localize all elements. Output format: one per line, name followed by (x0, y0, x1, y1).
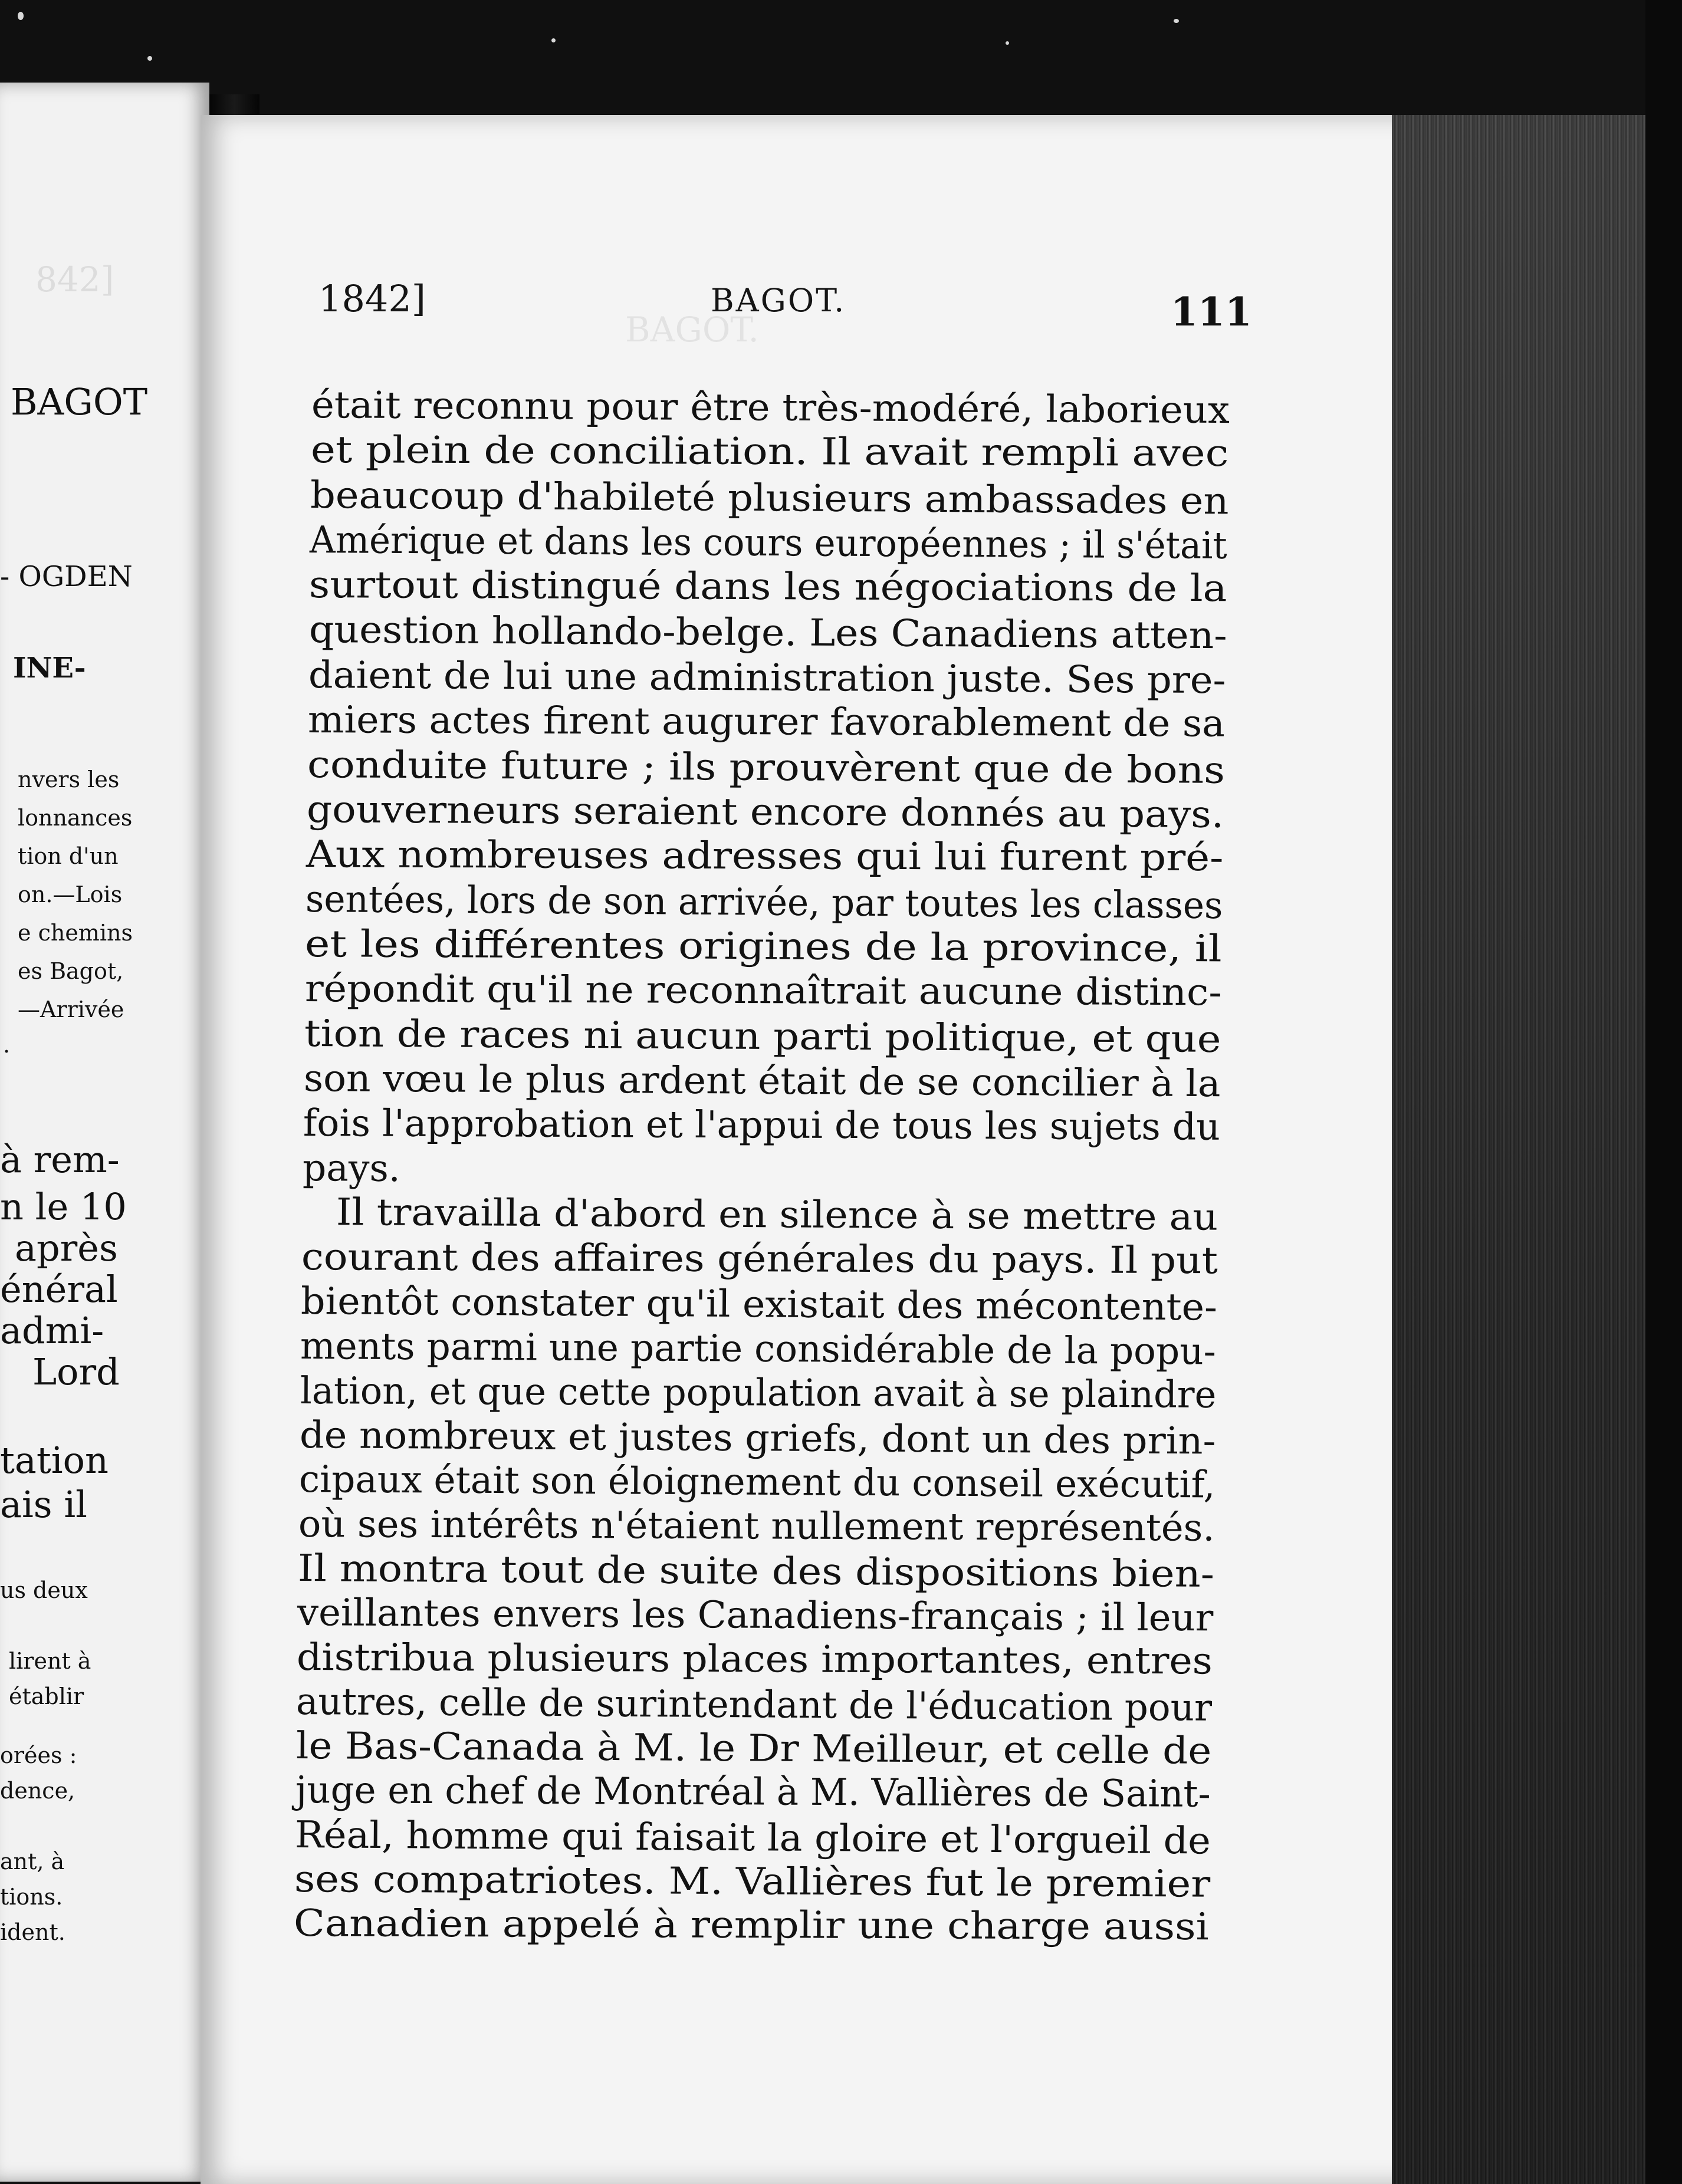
scan-speck (1174, 19, 1179, 23)
left-page-line: us deux (0, 1577, 88, 1603)
left-page-line: ident. (0, 1919, 65, 1945)
left-page-line: - OGDEN (0, 560, 133, 593)
text-line: distribua plusieurs places importantes, entres (297, 1635, 1213, 1683)
left-page-line: tion d'un (18, 843, 119, 869)
text-line: conduite future ; ils prouvèrent que de bons (307, 742, 1226, 792)
text-line: beaucoup d'habileté plusieurs ambassades en (310, 473, 1230, 522)
text-line: cipaux était son éloignement du conseil exécutif, (298, 1458, 1215, 1507)
text-line: pays. (302, 1146, 401, 1190)
left-page-line: ais il (0, 1483, 87, 1526)
left-page-line: admi- (0, 1309, 104, 1352)
text-line: Il travailla d'abord en silence à se mettre au (336, 1190, 1218, 1239)
scan-speck (18, 12, 24, 20)
scan-margin (1645, 0, 1682, 2184)
text-line: bientôt constater qu'il existait des mécontente- (301, 1280, 1218, 1330)
text-line: sentées, lors de son arrivée, par toutes les classes (305, 877, 1223, 927)
running-header-year: 1842] (318, 277, 426, 320)
left-page-line: es Bagot, (18, 958, 124, 984)
text-line: son vœu le plus ardent était de se concilier à la (303, 1056, 1221, 1106)
text-line: Amérique et dans les cours européennes ; il s'était (310, 518, 1228, 567)
text-line: Il montra tout de suite des dispositions bien- (297, 1547, 1215, 1596)
left-page-line: BAGOT (11, 380, 148, 423)
text-line: était reconnu pour être très-modéré, laborieux (311, 383, 1230, 432)
page-number: 111 (1171, 289, 1252, 335)
page-edges (1392, 115, 1645, 2184)
left-page-line: nvers les (18, 767, 120, 792)
left-page-line: INE- (13, 652, 86, 685)
text-line: daient de lui une administration juste. Ses pre- (308, 653, 1226, 702)
left-page-line: après (15, 1226, 118, 1269)
text-line: répondit qu'il ne reconnaîtrait aucune distinc- (304, 967, 1222, 1014)
left-page-line: tation (0, 1439, 109, 1482)
left-page-line: Lord (32, 1350, 120, 1393)
text-line: ments parmi une partie considérable de la popu- (300, 1324, 1217, 1373)
text-line: courant des affaires générales du pays. Il put (301, 1235, 1218, 1282)
left-page-line: on.—Lois (18, 882, 123, 907)
text-line: surtout distingué dans les négociations de la (309, 563, 1228, 610)
left-page-line: établir (9, 1683, 84, 1709)
left-page-line: —Arrivée (18, 996, 124, 1022)
scan-speck (551, 38, 556, 42)
text-line: miers actes firent augurer favorablement de sa (307, 698, 1225, 745)
text-line: juge en chef de Montréal à M. Vallières de Saint- (295, 1768, 1211, 1816)
text-line: veillantes envers les Canadiens-français ; il leur (297, 1591, 1214, 1640)
left-page-line: dence, (0, 1778, 75, 1804)
left-page-line: à rem- (0, 1138, 120, 1181)
left-page-line: n le 10 (0, 1185, 127, 1228)
text-line: Canadien appelé à remplir une charge aussi (293, 1902, 1209, 1949)
text-line: Aux nombreuses adresses qui lui furent pré- (305, 833, 1224, 880)
scan-speck (147, 56, 152, 61)
bleed-through-text: 842] (35, 259, 114, 300)
text-line: Réal, homme qui faisait la gloire et l'orgueil de (294, 1813, 1211, 1863)
left-page-line: orées : (0, 1742, 77, 1768)
text-line: tion de races ni aucun parti politique, et que (304, 1012, 1221, 1061)
text-line: et plein de conciliation. Il avait rempli avec (310, 428, 1229, 475)
text-line: gouverneurs seraient encore donnés au pays. (306, 788, 1224, 836)
left-page-line: énéral (0, 1268, 118, 1311)
text-line: de nombreux et justes griefs, dont un des prin- (299, 1413, 1216, 1463)
left-page-line: ant, à (0, 1848, 65, 1874)
text-line: et les différentes origines de la province, il (305, 922, 1223, 971)
text-line: le Bas-Canada à M. le Dr Meilleur, et celle de (295, 1724, 1212, 1773)
running-header-title: BAGOT. (711, 282, 846, 319)
left-facing-page (0, 83, 209, 2182)
bleed-through-text: BAGOT. (625, 310, 759, 350)
text-line: autres, celle de surintendant de l'éducation pour (296, 1679, 1213, 1729)
left-page-line: lirent à (9, 1648, 91, 1674)
scan-speck (1006, 41, 1009, 45)
left-page-line: lonnances (18, 805, 133, 831)
left-page-line: tions. (0, 1884, 63, 1910)
text-line: fois l'approbation et l'appui de tous les sujets du (303, 1101, 1221, 1149)
left-page-line: . (3, 1032, 11, 1058)
left-page-line: e chemins (18, 920, 133, 946)
text-line: où ses intérêts n'étaient nullement représentés. (298, 1502, 1215, 1550)
text-line: question hollando-belge. Les Canadiens atten- (308, 608, 1227, 657)
text-line: ses compatriotes. M. Vallières fut le premier (294, 1857, 1211, 1906)
text-line: lation, et que cette population avait à se plaindre (300, 1369, 1217, 1416)
